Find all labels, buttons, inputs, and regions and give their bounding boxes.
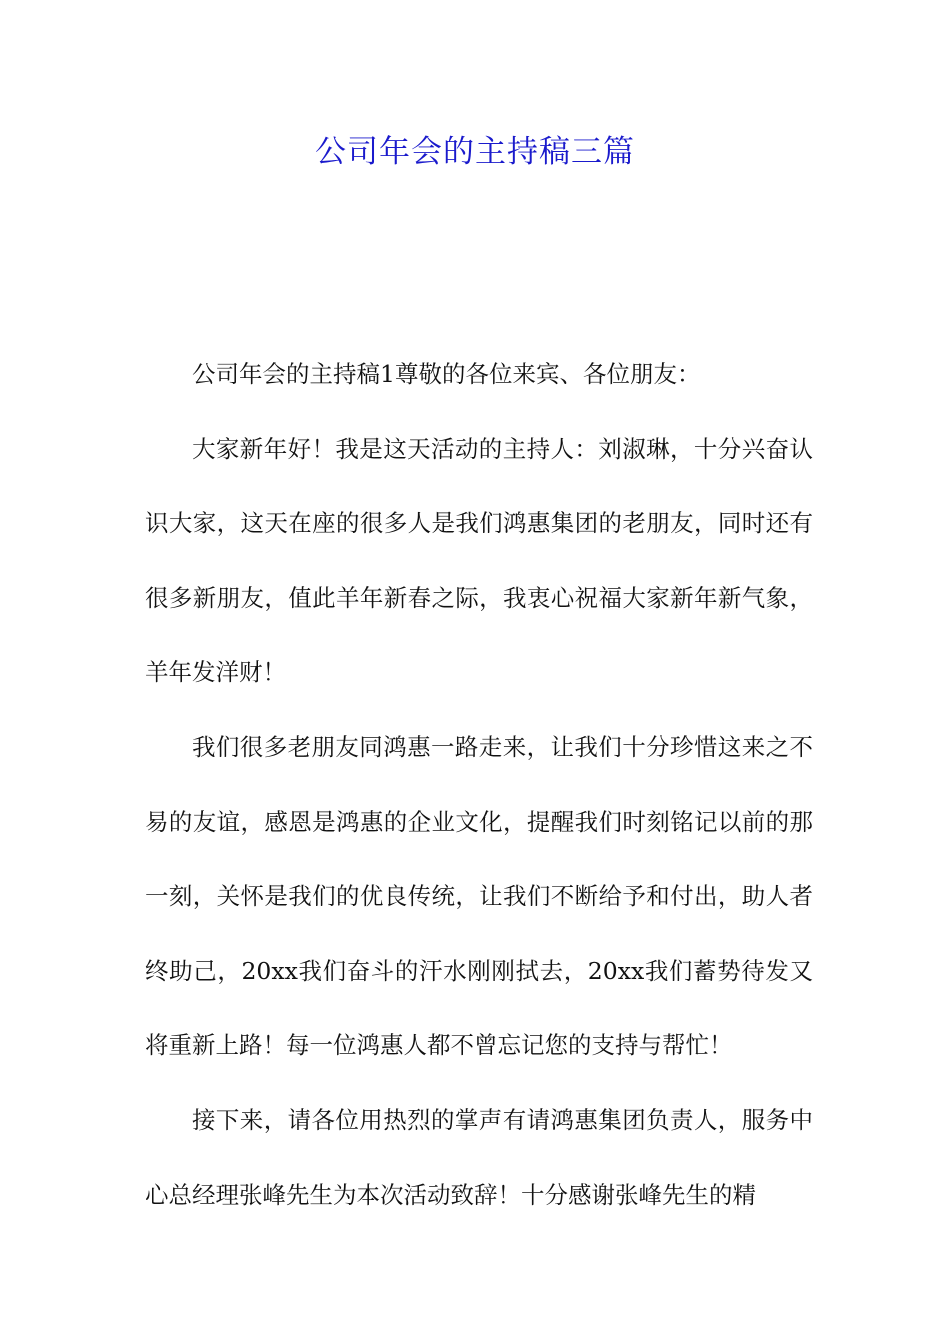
paragraph-2: 大家新年好！我是这天活动的主持人：刘淑琳，十分兴奋认识大家，这天在座的很多人是我们鸿惠集团的老朋友，同时还有很多新朋友，值此羊年新春之际，我衷心祝福大家新年新气象，羊年发洋财！ (145, 434, 813, 687)
paragraph-4: 接下来，请各位用热烈的掌声有请鸿惠集团负责人，服务中心总经理张峰先生为本次活动致辞！十分感谢张峰先生的精 (145, 1105, 813, 1209)
paragraph-3: 我们很多老朋友同鸿惠一路走来，让我们十分珍惜这来之不易的友谊，感恩是鸿惠的企业文化，提醒我们时刻铭记以前的那一刻，关怀是我们的优良传统，让我们不断给予和付出，助人者终助己，20xx我们奋斗的汗水刚刚拭去，20xx我们蓄势待发又将重新上路！每一位鸿惠人都不曾忘记您的支持与帮忙！ (145, 732, 813, 1060)
document-title: 公司年会的主持稿三篇 (315, 134, 635, 170)
paragraph-1: 公司年会的主持稿1尊敬的各位来宾、各位朋友： (192, 360, 701, 388)
document-body (145, 337, 813, 1232)
